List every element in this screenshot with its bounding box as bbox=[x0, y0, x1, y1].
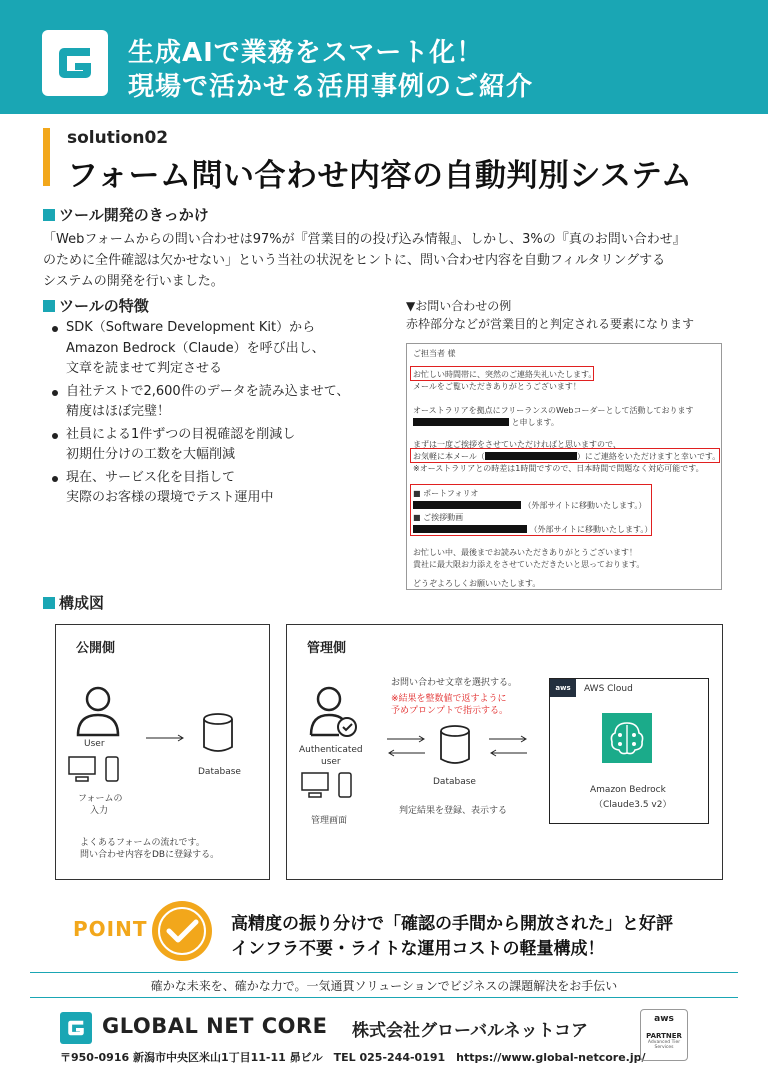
point-label: POINT bbox=[73, 917, 148, 941]
intro-line: 「Webフォームからの問い合わせは97%が『営業目的の投げ込み情報』、しかし、3%の『真のお問い合わせ』 bbox=[43, 232, 686, 247]
features-list bbox=[50, 318, 390, 511]
user-icon bbox=[76, 685, 120, 737]
admin-screen-label: 管理画面 bbox=[311, 816, 348, 826]
header-title-line1: 生成AIで業務をスマート化！ bbox=[128, 38, 484, 68]
solution-label: solution02 bbox=[67, 128, 169, 148]
intro-heading: ツール開発のきっかけ bbox=[43, 204, 209, 225]
footer-tagline: 確かな未来を、確かな力で。一気通貫ソリューションでビジネスの課題解決をお手伝い bbox=[150, 979, 618, 993]
example-caption: ▼お問い合わせの例 赤枠部分などが営業目的と判定される要素になります bbox=[406, 299, 695, 331]
bedrock-model-label: （Claude3.5 v2） bbox=[594, 800, 672, 810]
public-side-panel bbox=[55, 624, 270, 880]
email-line: まずは一度ご挨拶をさせていただければと思いますので、 bbox=[413, 440, 621, 449]
email-line: （外部サイトに移動いたします。） bbox=[413, 500, 646, 511]
email-line: お忙しい時間帯に、突然のご連絡失礼いたします。 bbox=[413, 370, 597, 379]
user-label: User bbox=[84, 739, 105, 749]
g-logo-icon bbox=[42, 30, 108, 96]
aws-logo-icon: aws bbox=[550, 679, 576, 697]
form-input-label: フォームの bbox=[78, 794, 123, 804]
footer-divider bbox=[30, 972, 738, 973]
email-line: メールをご覧いただきありがとうございます！ bbox=[413, 382, 581, 391]
public-note: よくあるフォームの流れです。 bbox=[80, 838, 205, 848]
form-input-label: 入力 bbox=[90, 806, 109, 816]
list-item: 現在、サービス化を目指して 実際のお客様の環境でテスト運用中 bbox=[50, 468, 390, 509]
email-line: ご担当者 様 bbox=[413, 349, 456, 358]
bidirectional-arrow-icon bbox=[387, 733, 427, 759]
page-title: フォーム問い合わせ内容の自動判別システム bbox=[67, 158, 693, 194]
email-line: ■ ポートフォリオ bbox=[413, 489, 479, 498]
list-item: 社員による1件ずつの目視確認を削減し 初期仕分けの工数を大幅削減 bbox=[50, 425, 390, 466]
square-bullet-icon bbox=[43, 209, 55, 221]
intro-line: システムの開発を行いました。 bbox=[43, 274, 224, 289]
email-line: と申します。 bbox=[413, 417, 559, 428]
prompt-note: 予めプロンプトで指示する。 bbox=[391, 706, 509, 716]
public-side-title: 公開側 bbox=[76, 641, 116, 656]
authenticated-user-label: user bbox=[321, 757, 341, 767]
email-line: どうぞよろしくお願いいたします。 bbox=[413, 579, 541, 588]
square-bullet-icon bbox=[43, 300, 55, 312]
prompt-note: ※結果を整数値で返すように bbox=[391, 694, 507, 704]
email-line: ■ ご挨拶動画 bbox=[413, 513, 464, 522]
red-highlight-box bbox=[410, 448, 720, 463]
admin-side-title: 管理側 bbox=[307, 641, 347, 656]
bedrock-icon bbox=[602, 713, 652, 763]
point-line2: インフラ不要・ライトな運用コストの軽量構成！ bbox=[231, 939, 605, 959]
footer-divider bbox=[30, 997, 738, 998]
check-circle-icon bbox=[152, 901, 212, 961]
public-note: 問い合わせ内容をDBに登録する。 bbox=[80, 850, 220, 860]
email-example bbox=[406, 343, 722, 590]
g-logo-icon bbox=[60, 1012, 92, 1044]
bidirectional-arrow-icon bbox=[489, 733, 529, 759]
database-label: Database bbox=[433, 777, 476, 787]
aws-cloud-box bbox=[549, 678, 709, 824]
list-item: 自社テストで2,600件のデータを読み込ませて、 精度はほぼ完璧！ bbox=[50, 382, 390, 423]
footer-company: 株式会社グローバルネットコア bbox=[352, 1021, 588, 1041]
database-icon bbox=[439, 725, 471, 765]
devices-icon bbox=[68, 755, 124, 785]
devices-icon bbox=[301, 771, 357, 801]
email-line: ※オーストラリアとの時差は1時間ですので、日本時間で問題なく対応可能です。 bbox=[413, 464, 704, 473]
intro-line: のために全件確認は欠かせない」という当社の状況をヒントに、問い合わせ内容を自動フィルタリングする bbox=[43, 253, 666, 268]
red-highlight-box bbox=[410, 366, 597, 381]
aws-partner-badge: aws PARTNER Advanced Tier Services bbox=[640, 1009, 688, 1061]
point-line1: 高精度の振り分けで「確認の手間から開放された」と好評 bbox=[231, 914, 673, 934]
redaction-bar bbox=[413, 418, 509, 426]
diagram-heading: 構成図 bbox=[43, 592, 104, 613]
footer-brand: GLOBAL NET CORE bbox=[102, 1014, 328, 1038]
email-line: お気軽に本メール（ ）にご連絡をいただけますと幸いです。 bbox=[413, 452, 721, 461]
email-line: オーストラリアを拠点にフリーランスのWebコーダーとして活動しております bbox=[413, 406, 694, 415]
email-line: お忙しい中、最後までお読みいただきありがとうございます！ bbox=[413, 548, 637, 557]
database-icon bbox=[202, 713, 234, 753]
authenticated-user-label: Authenticated bbox=[299, 745, 363, 755]
red-highlight-box bbox=[410, 484, 652, 536]
intro-text bbox=[43, 229, 733, 292]
database-label: Database bbox=[198, 767, 241, 777]
title-accent-bar bbox=[43, 128, 50, 186]
register-note: 判定結果を登録、表示する bbox=[399, 806, 508, 816]
square-bullet-icon bbox=[43, 597, 55, 609]
authenticated-user-icon bbox=[309, 685, 359, 737]
header-banner bbox=[0, 0, 768, 114]
bedrock-label: Amazon Bedrock bbox=[590, 785, 666, 795]
footer-address: 〒950-0916 新潟市中央区米山1丁目11-11 昴ビル TEL 025-244-0191 https://www.global-netcore.jp/ bbox=[60, 1051, 646, 1064]
email-line: （外部サイトに移動いたします。） bbox=[413, 524, 652, 535]
select-note: お問い合わせ文章を選択する。 bbox=[391, 678, 518, 688]
list-item: SDK（Software Development Kit）から Amazon Bedrock（Claude）を呼び出し、 文章を読ませて判定させる bbox=[50, 318, 390, 380]
arrow-right-icon bbox=[146, 733, 186, 743]
aws-cloud-label: AWS Cloud bbox=[584, 684, 633, 694]
email-line: 貴社に最大限お力添えをさせていただきたいと思っております。 bbox=[413, 560, 645, 569]
header-title-line2: 現場で活かせる活用事例のご紹介 bbox=[128, 72, 534, 102]
features-heading: ツールの特徴 bbox=[43, 295, 149, 316]
